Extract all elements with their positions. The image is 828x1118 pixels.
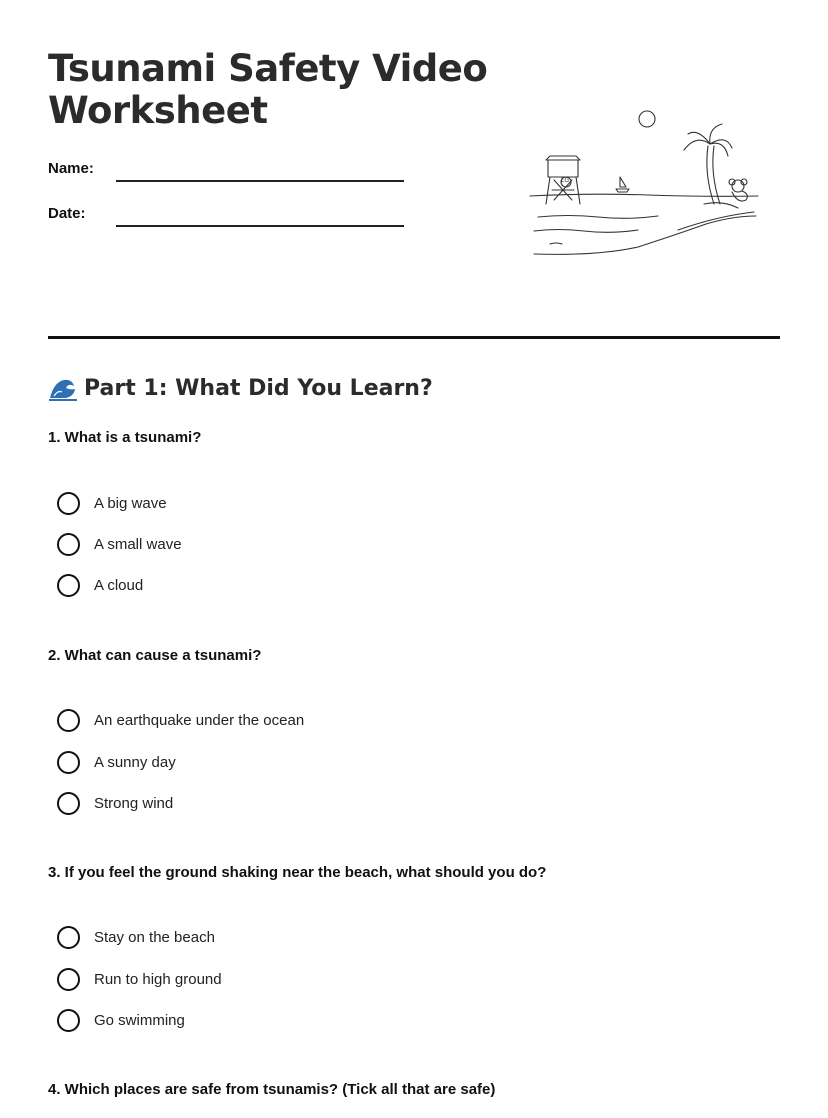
radio-button[interactable] [57,926,80,949]
question-2: 2. What can cause a tsunami? [48,647,262,664]
q1-option-2[interactable] [57,531,182,557]
koala-icon [729,179,747,201]
option-label: Go swimming [94,1011,185,1029]
beach-scene-illustration [528,104,764,260]
option-label: Stay on the beach [94,928,215,946]
option-label: A small wave [94,535,182,553]
option-label: A big wave [94,494,167,512]
q3-option-2[interactable] [57,966,222,992]
q2-option-3[interactable] [57,790,173,816]
horizon-line [530,194,758,196]
section-divider [48,336,780,339]
question-1: 1. What is a tsunami? [48,429,202,446]
ocean-wave-icon [48,374,78,402]
date-label: Date: [48,205,86,222]
q1-option-1[interactable] [57,490,167,516]
part-1-heading [48,374,433,402]
radio-button[interactable] [57,968,80,991]
option-label: An earthquake under the ocean [94,711,305,729]
worksheet-title: Tsunami Safety Video Worksheet [48,47,488,132]
radio-button[interactable] [57,533,80,556]
option-label: Run to high ground [94,970,222,988]
sailboat-icon [616,177,629,192]
radio-button[interactable] [57,792,80,815]
radio-button[interactable] [57,1009,80,1032]
palm-tree-icon [684,124,738,208]
option-label: Strong wind [94,794,174,812]
radio-button[interactable] [57,709,80,732]
lifeguard-sign-text: LG [561,177,569,184]
q2-option-2[interactable] [57,749,176,775]
date-field-line[interactable] [116,225,404,227]
sun-icon [639,111,655,127]
q2-option-1[interactable] [57,707,304,733]
name-label: Name: [48,160,94,177]
q1-option-3[interactable] [57,572,143,598]
radio-button[interactable] [57,574,80,597]
option-label: A cloud [94,576,144,594]
part-1-heading-text: Part 1: What Did You Learn? [84,375,433,401]
question-3: 3. If you feel the ground shaking near the beach, what should you do? [48,864,547,881]
option-label: A sunny day [94,753,176,771]
q3-option-1[interactable] [57,924,215,950]
question-4: 4. Which places are safe from tsunamis? (Tick all that are safe) [48,1081,496,1098]
shoreline [534,216,756,254]
radio-button[interactable] [57,751,80,774]
q3-option-3[interactable] [57,1007,185,1033]
radio-button[interactable] [57,492,80,515]
name-field-line[interactable] [116,180,404,182]
